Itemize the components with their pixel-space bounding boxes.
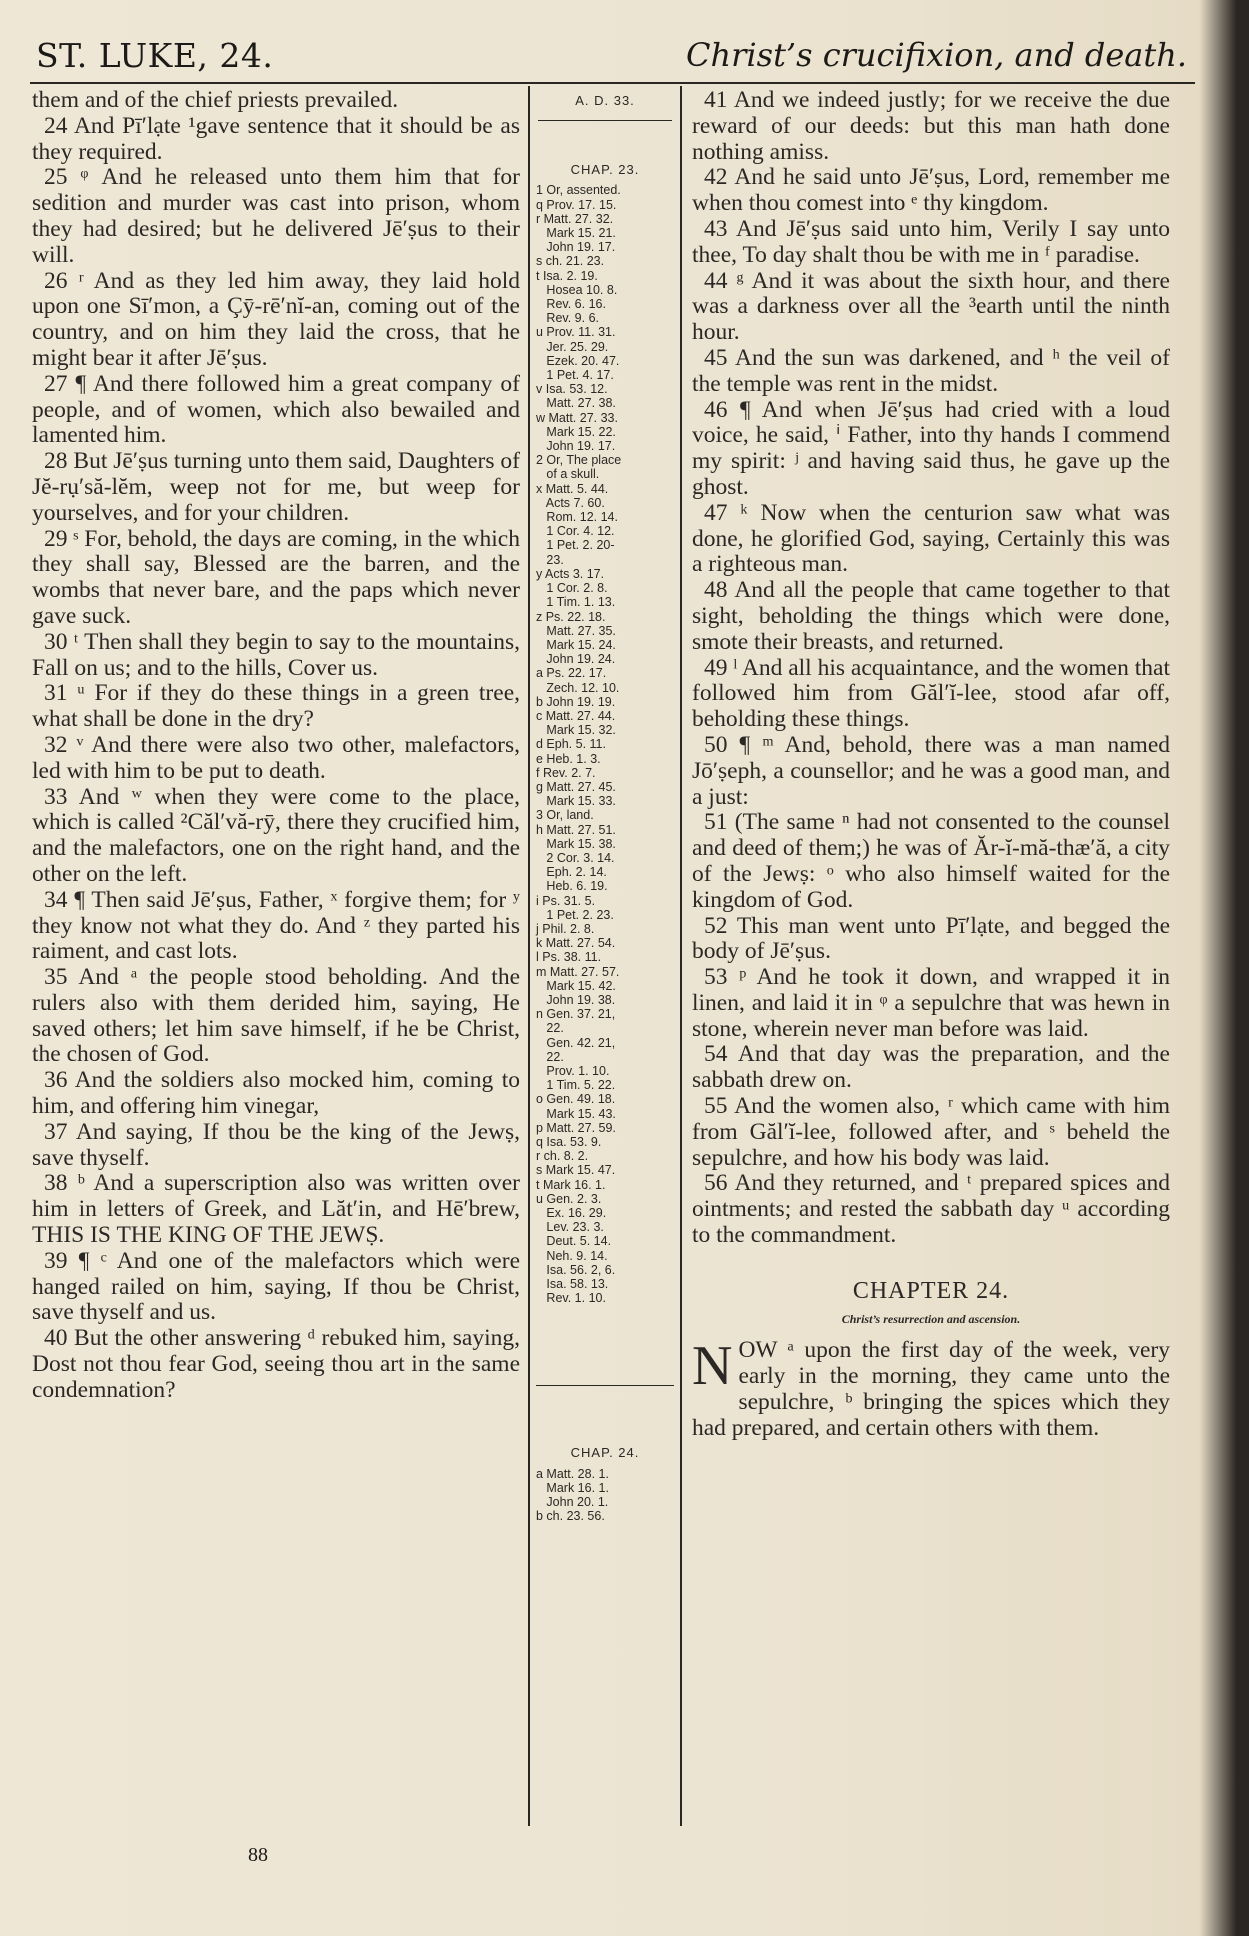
cross-reference: Matt. 27. 35. <box>536 623 616 638</box>
cross-reference: Rev. 6. 16. <box>536 297 606 312</box>
cross-reference: r Matt. 27. 32. <box>536 211 614 226</box>
cross-reference: c Matt. 27. 44. <box>536 708 616 723</box>
cross-reference: John 19. 24. <box>536 652 616 667</box>
verse-54: 54 And that day was the preparation, and the sabbath drew on. <box>692 1041 1170 1094</box>
verse-41: 41 And we indeed justly; for we receive the due reward of our deeds: but this man hath done nothing amiss. <box>692 87 1170 165</box>
cross-reference: Mark 15. 24. <box>536 637 616 652</box>
cross-reference: 1 Pet. 2. 23. <box>536 907 614 922</box>
cross-reference: f Rev. 2. 7. <box>536 765 596 780</box>
header-rule <box>30 82 1195 84</box>
cross-reference: Gen. 42. 21, <box>536 1035 616 1050</box>
chapter-23-ref-label: CHAP. 23. <box>570 162 640 178</box>
cross-reference: s Mark 15. 47. <box>536 1163 616 1178</box>
reference-rule <box>538 120 672 121</box>
cross-reference: Mark 15. 33. <box>536 794 616 809</box>
cross-reference: Mark 15. 21. <box>536 226 616 241</box>
cross-reference: Ezek. 20. 47. <box>536 353 620 368</box>
cross-reference: Ex. 16. 29. <box>536 1206 607 1221</box>
verse-39: 39 ¶ ᶜ And one of the malefactors which were hanged railed on him, saying, If thou be Christ, save thyself and us. <box>32 1247 520 1326</box>
verse-43: 43 And Jē′ṣus said unto him, Verily I say unto thee, To day shalt thou be with me in ᶠ paradise. <box>692 215 1170 268</box>
year-marker: A. D. 33. <box>575 93 635 108</box>
chapter-24-verse-1-text: OW ᵃ upon the first day of the week, very early in the morning, they came unto the sepulchre, ᵇ bringing the spices which they had prepared, and certain others with them. <box>692 1337 1170 1441</box>
cross-reference: a Ps. 22. 17. <box>536 666 607 681</box>
cross-reference: Zech. 12. 10. <box>536 680 620 695</box>
cross-reference: l Ps. 38. 11. <box>536 950 602 965</box>
cross-reference: 1 Tim. 1. 13. <box>536 595 616 610</box>
verse-50: 50 ¶ ᵐ And, behold, there was a man named Jō′ṣeph, a counsellor; and he was a good man, and a just: <box>692 731 1170 810</box>
verse-51: 51 (The same ⁿ had not consented to the counsel and deed of them;) he was of Ăr-ĭ-mă-thæ′ă, a city of the Jewṣ: ᵒ who also himself waited for the kingdom of God. <box>692 809 1170 913</box>
page-number: 88 <box>248 1844 268 1866</box>
cross-reference: q Isa. 53. 9. <box>536 1135 602 1150</box>
verse-25: 25 ᵠ And he released unto them him that for sedition and murder was cast into prison, whom they had desired; but he delivered Jē′ṣus to their will. <box>32 164 520 268</box>
cross-reference: v Isa. 53. 12. <box>536 382 608 397</box>
verse-40: 40 But the other answering ᵈ rebuked him, saying, Dost not thou fear God, seeing thou art in the same condemnation? <box>32 1325 520 1403</box>
cross-reference: 1 Pet. 2. 20- <box>536 538 615 553</box>
cross-reference: Rev. 9. 6. <box>536 311 599 326</box>
cross-reference: Acts 7. 60. <box>536 495 605 510</box>
verse-29: 29 ˢ For, behold, the days are coming, in the which they shall say, Blessed are the barren, and the wombs that never bare, and the paps which never gave suck. <box>32 525 520 629</box>
cross-reference: t Mark 16. 1. <box>536 1177 606 1192</box>
cross-reference: z Ps. 22. 18. <box>536 609 606 624</box>
section-title: Christ’s crucifixion, and death. <box>686 36 1187 74</box>
cross-reference: Lev. 23. 3. <box>536 1220 604 1235</box>
cross-reference: y Acts 3. 17. <box>536 566 605 581</box>
verse-46: 46 ¶ And when Jē′ṣus had cried with a loud voice, he said, ⁱ Father, into thy hands I commend my spirit: ʲ and having said thus, he gave up the ghost. <box>692 396 1170 500</box>
column-divider-left <box>528 86 530 1826</box>
verse-36: 36 And the soldiers also mocked him, coming to him, and offering him vinegar, <box>32 1067 520 1120</box>
chapter-24-summary: Christ’s resurrection and ascension. <box>841 1311 1021 1326</box>
cross-reference: e Heb. 1. 3. <box>536 751 601 766</box>
cross-reference: d Eph. 5. 11. <box>536 737 606 752</box>
verse-42: 42 And he said unto Jē′ṣus, Lord, remember me when thou comest into ᵉ thy kingdom. <box>692 164 1170 217</box>
cross-reference: Rev. 1. 10. <box>536 1291 606 1306</box>
verse-31: 31 ᵘ For if they do these things in a green tree, what shall be done in the dry? <box>32 680 520 733</box>
cross-reference: Mark 15. 32. <box>536 723 616 738</box>
cross-reference: b ch. 23. 56. <box>536 1509 605 1524</box>
cross-reference: m Matt. 27. 57. <box>536 964 620 979</box>
cross-reference: g Matt. 27. 45. <box>536 779 616 794</box>
cross-reference: Mark 15. 42. <box>536 978 616 993</box>
cross-reference: r ch. 8. 2. <box>536 1149 589 1164</box>
chapter-24-heading: CHAPTER 24. <box>852 1277 1010 1304</box>
verse-53: 53 ᵖ And he took it down, and wrapped it in linen, and laid it in ᵠ a sepulchre that was hewn in stone, wherein never man before was laid. <box>692 964 1170 1042</box>
cross-reference: 1 Tim. 5. 22. <box>536 1078 616 1093</box>
cross-reference: 1 Pet. 4. 17. <box>536 368 614 383</box>
cross-reference: Isa. 58. 13. <box>536 1277 609 1292</box>
chapter-24-verse-1 <box>692 1335 1170 1441</box>
cross-reference: s ch. 21. 23. <box>536 254 605 269</box>
verse-34: 34 ¶ Then said Jē′ṣus, Father, ˣ forgive them; for ʸ they know not what they do. And ᶻ they parted his raiment, and cast lots. <box>32 886 520 965</box>
cross-reference: John 19. 38. <box>536 992 616 1007</box>
verse-24: 24 And Pī′lạte ¹gave sentence that it should be as they required. <box>32 112 520 165</box>
verse-45: 45 And the sun was darkened, and ʰ the veil of the temple was rent in the midst. <box>692 344 1170 397</box>
verse-32: 32 ᵛ And there were also two other, malefactors, led with him to be put to death. <box>32 731 520 784</box>
verse-55: 55 And the women also, ʳ which came with him from Găl′ĭ-lee, followed after, and ˢ beheld the sepulchre, and how his body was laid. <box>692 1093 1170 1171</box>
drop-cap: N <box>692 1335 733 1398</box>
chapter-23-reference-list <box>536 183 674 1305</box>
verse-49: 49 ˡ And all his acquaintance, and the women that followed him from Găl′ĭ-lee, stood afar off, beholding these things. <box>692 654 1170 733</box>
verse-28: 28 But Jē′ṣus turning unto them said, Daughters of Jĕ-rụ′să-lĕm, weep not for me, but weep for yourselves, and for your children. <box>32 448 520 526</box>
cross-reference: Neh. 9. 14. <box>536 1248 608 1263</box>
verse-38: 38 ᵇ And a superscription also was written over him in letters of Greek, and Lăt′in, and Hē′brew, THIS IS THE KING OF THE JEWṢ. <box>32 1170 520 1249</box>
cross-reference: o Gen. 49. 18. <box>536 1092 616 1107</box>
cross-reference: John 19. 17. <box>536 240 616 255</box>
cross-reference: u Prov. 11. 31. <box>536 325 616 340</box>
verse-47: 47 ᵏ Now when the centurion saw what was done, he glorified God, saying, Certainly this was a righteous man. <box>692 499 1170 578</box>
cross-reference: q Prov. 17. 15. <box>536 197 617 212</box>
cross-reference: i Ps. 31. 5. <box>536 893 596 908</box>
cross-reference: 22. <box>536 1021 564 1036</box>
cross-reference: 1 Or, assented. <box>536 183 621 198</box>
verse-26: 26 ʳ And as they led him away, they laid hold upon one Sī′mon, a Çȳ-rē′nĭ-an, coming out of the country, and on him they laid the cross, that he might bear it after Jē′ṣus. <box>32 267 520 371</box>
verse-35: 35 And ᵃ the people stood beholding. And the rulers also with them derided him, saying, He saved others; let him save himself, if he be Christ, the chosen of God. <box>32 964 520 1068</box>
cross-reference: 3 Or, land. <box>536 808 594 823</box>
cross-reference: Mark 15. 43. <box>536 1106 616 1121</box>
cross-reference: u Gen. 2. 3. <box>536 1191 602 1206</box>
verse-37: 37 And saying, If thou be the king of the Jewṣ, save thyself. <box>32 1118 520 1171</box>
cross-reference: n Gen. 37. 21, <box>536 1007 616 1022</box>
verse-48: 48 And all the people that came together to that sight, beholding the things which were done, smote their breasts, and returned. <box>692 577 1170 655</box>
cross-reference: a Matt. 28. 1. <box>536 1466 609 1481</box>
cross-reference: Matt. 27. 38. <box>536 396 616 411</box>
verse-52: 52 This man went unto Pī′lạte, and begged the body of Jē′ṣus. <box>692 912 1170 965</box>
cross-reference: 22. <box>536 1049 564 1064</box>
cross-reference: h Matt. 27. 51. <box>536 822 616 837</box>
cross-reference: 1 Cor. 4. 12. <box>536 524 615 539</box>
cross-reference: Rom. 12. 14. <box>536 510 618 525</box>
chapter-24-ref-label: CHAP. 24. <box>570 1445 640 1461</box>
verse-33: 33 And ʷ when they were come to the place, which is called ²Căl′vă-rȳ, there they crucified him, and the malefactors, one on the right hand, and the other on the left. <box>32 783 520 887</box>
chapter-24-reference-list <box>536 1467 674 1524</box>
cross-reference: Isa. 56. 2, 6. <box>536 1262 616 1277</box>
page-header <box>36 36 1187 86</box>
cross-reference: Heb. 6. 19. <box>536 879 608 894</box>
verse-30: 30 ᵗ Then shall they begin to say to the mountains, Fall on us; and to the hills, Cover us. <box>32 628 520 681</box>
cross-reference-column <box>536 88 674 1523</box>
cross-reference: Mark 15. 38. <box>536 836 616 851</box>
verse-27: 27 ¶ And there followed him a great company of people, and of women, which also bewailed and lamented him. <box>32 370 520 449</box>
book-chapter-title: ST. LUKE, 24. <box>36 36 274 75</box>
right-text-column <box>692 88 1170 1442</box>
verse-continuation: them and of the chief priests prevailed. <box>32 87 399 113</box>
cross-reference: John 19. 17. <box>536 439 616 454</box>
cross-reference: Prov. 1. 10. <box>536 1064 610 1078</box>
left-text-column <box>32 88 520 1404</box>
cross-reference: j Phil. 2. 8. <box>536 921 595 936</box>
verse-44: 44 ᵍ And it was about the sixth hour, and there was a darkness over all the ³earth until the ninth hour. <box>692 267 1170 346</box>
verse-56: 56 And they returned, and ᵗ prepared spices and ointments; and rested the sabbath day ᵘ according to the commandment. <box>692 1170 1170 1249</box>
cross-reference: w Matt. 27. 33. <box>536 410 618 425</box>
cross-reference: x Matt. 5. 44. <box>536 481 609 496</box>
cross-reference: Mark 15. 22. <box>536 424 616 439</box>
reference-separator <box>536 1305 674 1386</box>
cross-reference: Jer. 25. 29. <box>536 339 609 354</box>
cross-reference: Eph. 2. 14. <box>536 865 607 880</box>
cross-reference: Deut. 5. 14. <box>536 1234 612 1249</box>
cross-reference: 2 Or, The place <box>536 453 622 468</box>
cross-reference: b John 19. 19. <box>536 694 616 709</box>
cross-reference: Mark 16. 1. <box>536 1480 609 1495</box>
cross-reference: of a skull. <box>536 467 600 482</box>
cross-reference: 1 Cor. 2. 8. <box>536 581 608 596</box>
cross-reference: Hosea 10. 8. <box>536 282 618 297</box>
cross-reference: 2 Cor. 3. 14. <box>536 850 615 865</box>
column-divider-right <box>680 86 682 1826</box>
cross-reference: k Matt. 27. 54. <box>536 936 616 951</box>
cross-reference: p Matt. 27. 59. <box>536 1120 616 1135</box>
cross-reference: John 20. 1. <box>536 1495 609 1510</box>
cross-reference: 23. <box>536 552 564 567</box>
cross-reference: t Isa. 2. 19. <box>536 268 598 283</box>
